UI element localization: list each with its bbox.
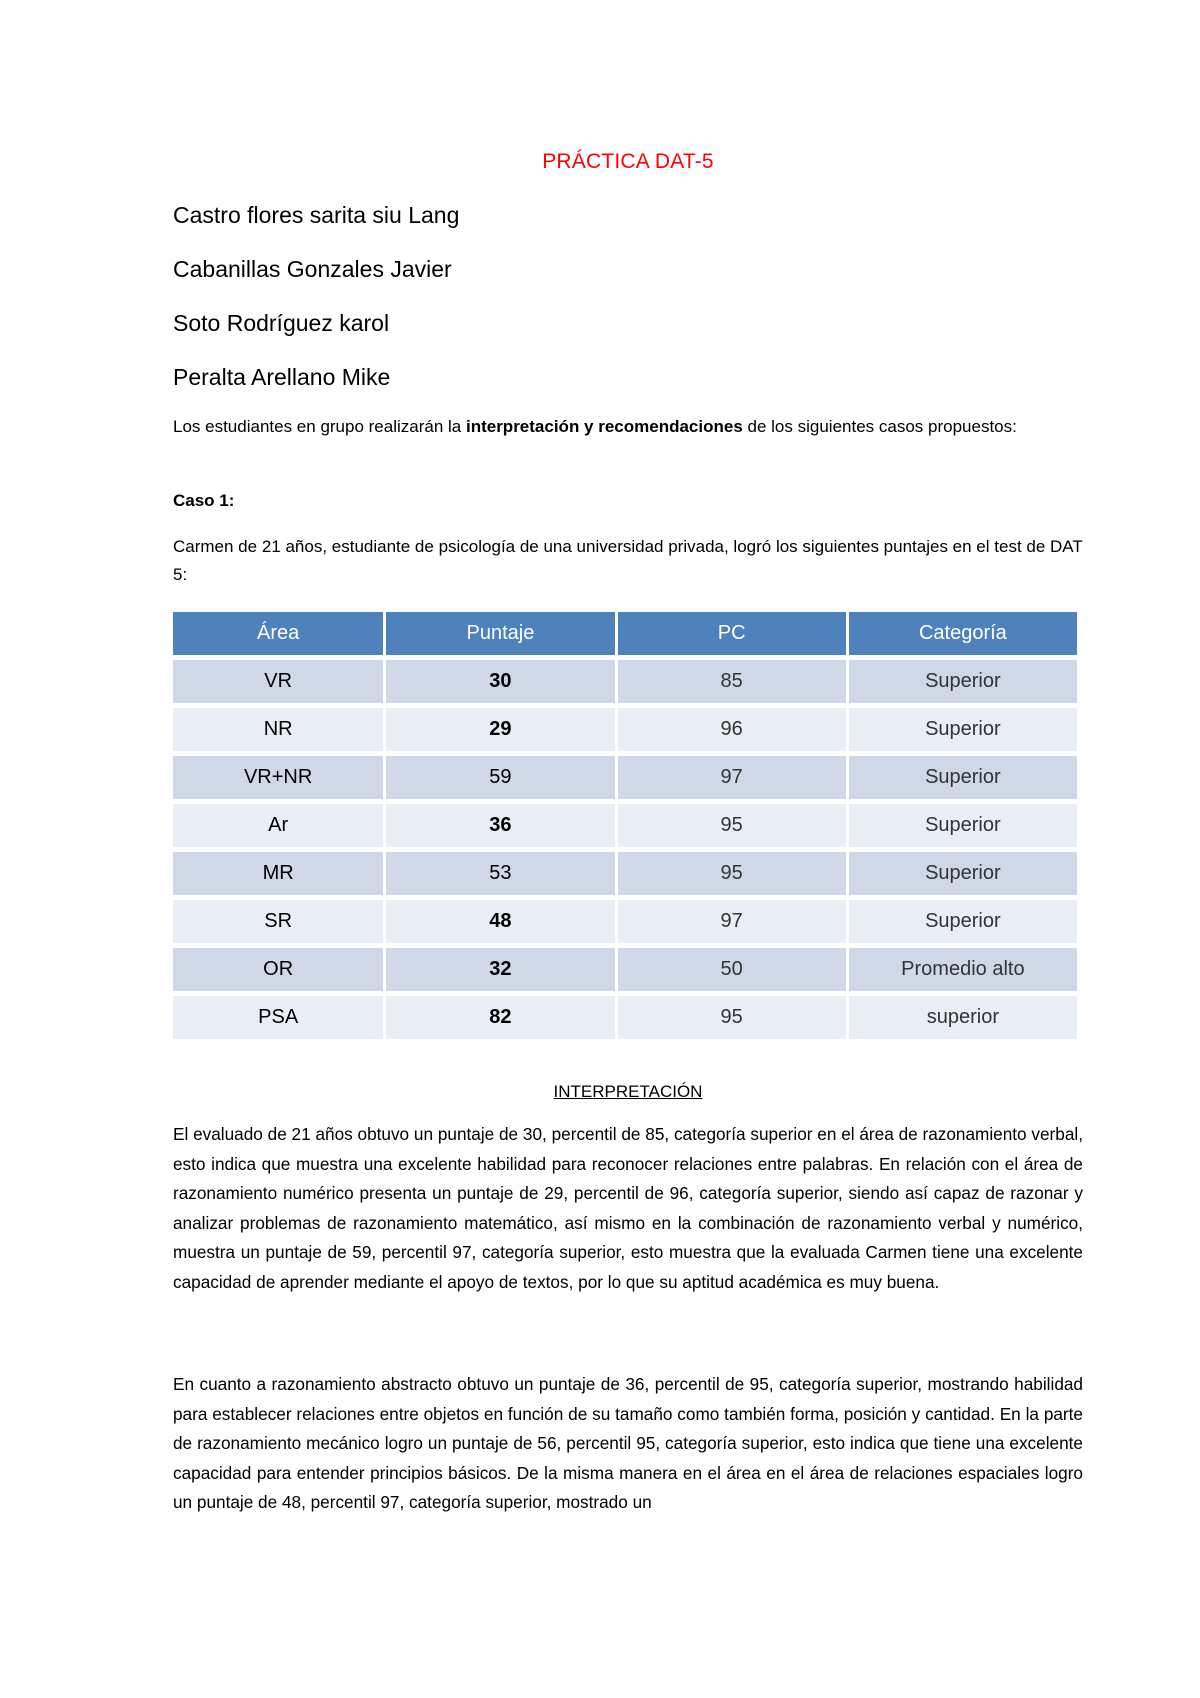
table-row [173,900,1077,943]
table-header-row [173,612,1077,655]
table-row [173,660,1077,703]
cell-puntaje: 82 [386,996,614,1039]
cell-pc: 97 [618,756,846,799]
cell-area: NR [173,708,383,751]
cell-puntaje: 59 [386,756,614,799]
cell-categoria: Superior [849,852,1077,895]
cell-puntaje: 30 [386,660,614,703]
header-categoria: Categoría [849,612,1077,655]
cell-pc: 85 [618,660,846,703]
cell-area: VR+NR [173,756,383,799]
table-row [173,852,1077,895]
case-label: Caso 1: [173,491,235,510]
cell-area: MR [173,852,383,895]
table-row [173,996,1077,1039]
header-pc: PC [618,612,846,655]
interpretation-paragraph-1: El evaluado de 21 años obtuvo un puntaje de 30, percentil de 85, categoría superior en el área de razonamiento verbal, esto indica que muestra una excelente habilidad para reconocer relaciones entre palabras. En relación con el área de razonamiento numérico presenta un puntaje de 29, percentil de 96, categoría superior, siendo así capaz de razonar y analizar problemas de razonamiento matemático, así mismo en la combinación de razonamiento verbal y numérico, muestra un puntaje de 59, percentil 97, categoría superior, esto muestra que la evaluada Carmen tiene una excelente capacidad de aprender mediante el apoyo de textos, por lo que su aptitud académica es muy buena. [173,1124,1083,1292]
table-row [173,708,1077,751]
author-list [173,200,459,416]
table-row [173,948,1077,991]
intro-text-end: de los siguientes casos propuestos: [742,417,1017,436]
table-row [173,804,1077,847]
cell-categoria: Superior [849,900,1077,943]
cell-area: SR [173,900,383,943]
cell-puntaje: 36 [386,804,614,847]
cell-pc: 96 [618,708,846,751]
author-name: Peralta Arellano Mike [173,364,391,390]
case-description: Carmen de 21 años, estudiante de psicología de una universidad privada, logró los siguientes puntajes en el test de DAT 5: [173,537,1083,584]
cell-categoria: Superior [849,804,1077,847]
cell-categoria: Superior [849,660,1077,703]
cell-puntaje: 53 [386,852,614,895]
author-name: Soto Rodríguez karol [173,310,390,336]
table-row [173,756,1077,799]
cell-categoria: superior [849,996,1077,1039]
interpretation-paragraph-2: En cuanto a razonamiento abstracto obtuvo un puntaje de 36, percentil de 95, categoría superior, mostrando habilidad para establecer relaciones entre objetos en función de su tamaño como también forma, posición y cantidad. En la parte de razonamiento mecánico logro un puntaje de 56, percentil 95, categoría superior, esto indica que tiene una excelente capacidad para entender principios básicos. De la misma manera en el área en el área de relaciones espaciales logro un puntaje de 48, percentil 97, categoría superior, mostrado un [173,1374,1083,1512]
cell-categoria: Superior [849,708,1077,751]
intro-paragraph [173,413,1083,441]
cell-puntaje: 32 [386,948,614,991]
cell-area: Ar [173,804,383,847]
author-name: Cabanillas Gonzales Javier [173,256,452,282]
cell-pc: 97 [618,900,846,943]
cell-area: VR [173,660,383,703]
cell-area: PSA [173,996,383,1039]
page-title: PRÁCTICA DAT-5 [542,150,714,173]
header-puntaje: Puntaje [386,612,614,655]
author-name: Castro flores sarita siu Lang [173,202,460,228]
intro-bold-text: interpretación y recomendaciones [465,417,743,436]
intro-text: Los estudiantes en grupo realizarán la [173,417,466,436]
cell-pc: 95 [618,804,846,847]
cell-area: OR [173,948,383,991]
cell-pc: 95 [618,996,846,1039]
cell-puntaje: 29 [386,708,614,751]
cell-pc: 50 [618,948,846,991]
cell-categoria: Promedio alto [849,948,1077,991]
cell-puntaje: 48 [386,900,614,943]
scores-table [170,607,1080,1044]
cell-pc: 95 [618,852,846,895]
cell-categoria: Superior [849,756,1077,799]
header-area: Área [173,612,383,655]
interpretation-heading: INTERPRETACIÓN [553,1082,703,1101]
